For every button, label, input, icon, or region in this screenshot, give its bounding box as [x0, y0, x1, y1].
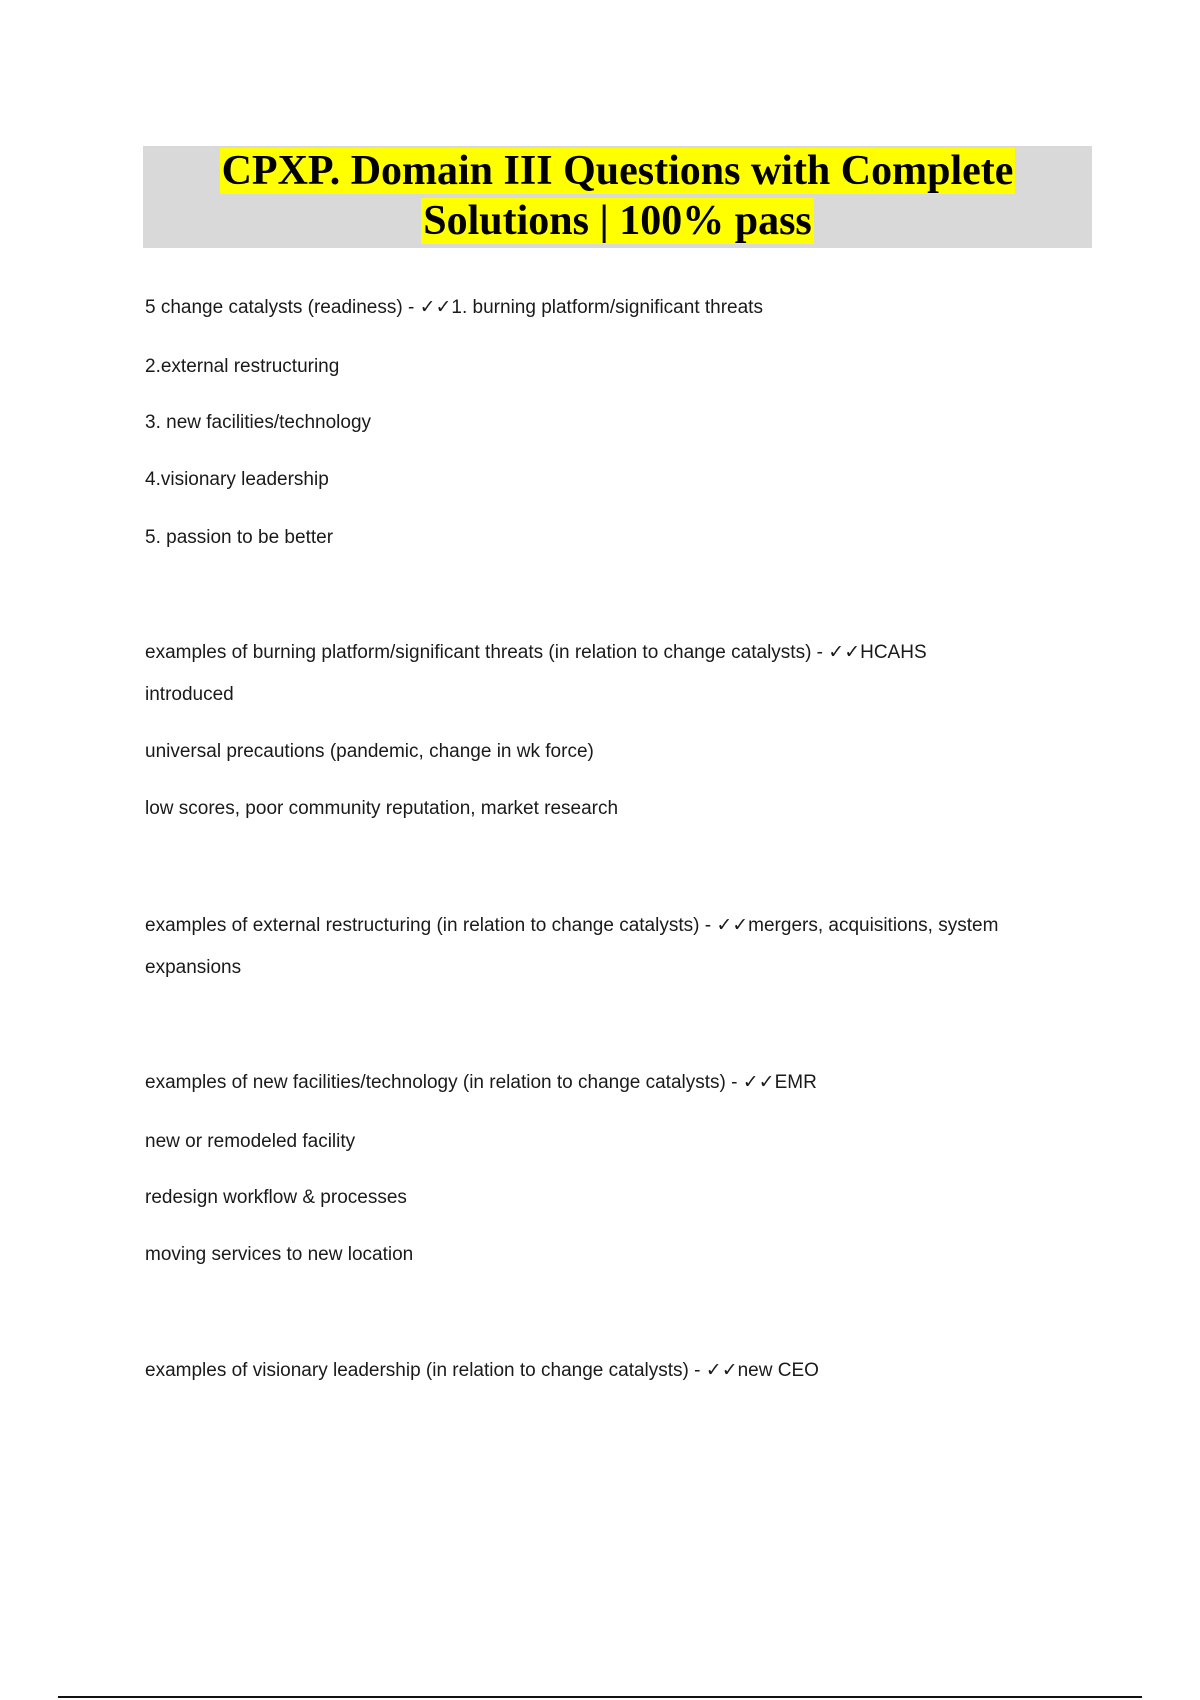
q4-question-line: examples of new facilities/technology (in relation to change catalysts) - ✓✓EMR — [145, 1072, 817, 1093]
q4-answer-line-4: moving services to new location — [145, 1244, 414, 1265]
q3-question-line: examples of external restructuring (in relation to change catalysts) - ✓✓mergers, acquisitions, system — [145, 915, 999, 936]
q2-answer-line-2: universal precautions (pandemic, change in wk force) — [145, 741, 594, 762]
q2-question-line: examples of burning platform/significant threats (in relation to change catalysts) - ✓✓HCAHS — [145, 642, 927, 663]
title-text-1: CPXP. Domain III Questions with Complete — [221, 148, 1014, 194]
q4-answer-line-2: new or remodeled facility — [145, 1131, 356, 1152]
title-line-2 — [143, 196, 1092, 246]
q3-answer-line: expansions — [145, 957, 242, 978]
q1-answer-line-3: 3. new facilities/technology — [145, 412, 372, 433]
q2-answer-line-1: introduced — [145, 684, 234, 705]
title-line-1 — [143, 146, 1092, 196]
q4-answer-line-3: redesign workflow & processes — [145, 1187, 407, 1208]
q1-answer-line-5: 5. passion to be better — [145, 527, 334, 548]
title-banner — [143, 146, 1092, 248]
footer-divider — [58, 1696, 1142, 1698]
q2-answer-line-3: low scores, poor community reputation, market research — [145, 798, 619, 819]
q1-question-line: 5 change catalysts (readiness) - ✓✓1. burning platform/significant threats — [145, 297, 763, 318]
q1-answer-line-2: 2.external restructuring — [145, 356, 340, 377]
q1-answer-line-4: 4.visionary leadership — [145, 469, 329, 490]
q5-question-line: examples of visionary leadership (in relation to change catalysts) - ✓✓new CEO — [145, 1360, 819, 1381]
title-text-2: Solutions | 100% pass — [423, 198, 812, 244]
